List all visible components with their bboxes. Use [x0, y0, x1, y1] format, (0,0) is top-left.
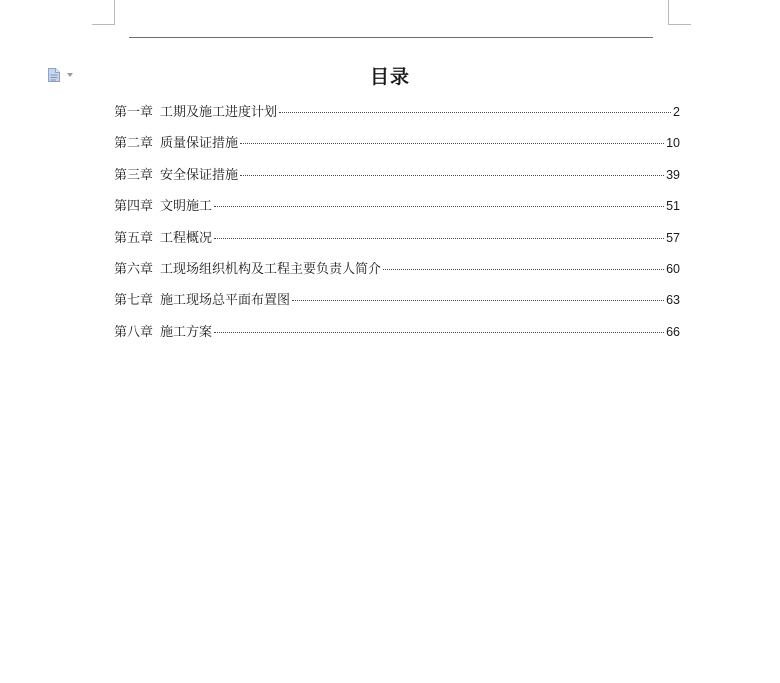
toc-entry-title: 工期及施工进度计划 [160, 105, 278, 120]
toc-dot-leader [214, 238, 664, 239]
toc-dot-leader [383, 269, 664, 270]
toc-chapter-number: 第八章 [114, 324, 154, 340]
toc-entry-title: 文明施工 [160, 199, 213, 215]
toc-page-number: 51 [666, 199, 680, 214]
toc-chapter-number: 第一章 [114, 105, 154, 120]
toc-dot-leader [214, 332, 664, 333]
toc-entry-title: 工现场组织机构及工程主要负责人简介 [160, 261, 382, 277]
toc-dot-leader [214, 206, 664, 207]
toc-page-number: 66 [666, 324, 680, 339]
toc-chapter-number: 第七章 [114, 293, 154, 309]
toc-entry[interactable] [114, 165, 680, 196]
toc-page-number: 2 [673, 105, 680, 119]
toc-entry[interactable] [114, 290, 680, 321]
toc-entry-title: 施工现场总平面布置图 [160, 293, 291, 309]
toc-entry-title: 安全保证措施 [160, 167, 239, 183]
toc-dot-leader [279, 112, 671, 113]
toc-chapter-number: 第六章 [114, 261, 154, 277]
toc-chapter-number: 第三章 [114, 167, 154, 183]
toc-list [114, 102, 680, 353]
toc-dot-leader [240, 175, 664, 176]
toc-entry-title: 质量保证措施 [160, 136, 239, 152]
toc-dot-leader [240, 143, 664, 144]
header-rule [129, 37, 653, 38]
toc-entry[interactable] [114, 196, 680, 227]
toc-entry[interactable] [114, 322, 680, 353]
toc-dot-leader [292, 300, 664, 301]
toc-chapter-number: 第四章 [114, 199, 154, 215]
toc-entry[interactable] [114, 228, 680, 259]
toc-chapter-number: 第二章 [114, 136, 154, 152]
page-corner-top-right [668, 0, 691, 25]
toc-title: 目录 [369, 66, 410, 88]
toc-chapter-number: 第五章 [114, 230, 154, 246]
toc-page-number: 60 [666, 261, 680, 276]
toc-entry[interactable] [114, 259, 680, 290]
toc-page-number: 63 [666, 293, 680, 308]
toc-page-number: 57 [666, 230, 680, 245]
toc-page-number: 39 [666, 167, 680, 182]
toc-entry-title: 工程概况 [160, 230, 213, 246]
toc-page-number: 10 [666, 136, 680, 151]
toc-entry[interactable] [114, 102, 680, 133]
page-corner-top-left [92, 0, 115, 25]
toc-entry-title: 施工方案 [160, 324, 213, 340]
toc-entry[interactable] [114, 133, 680, 164]
